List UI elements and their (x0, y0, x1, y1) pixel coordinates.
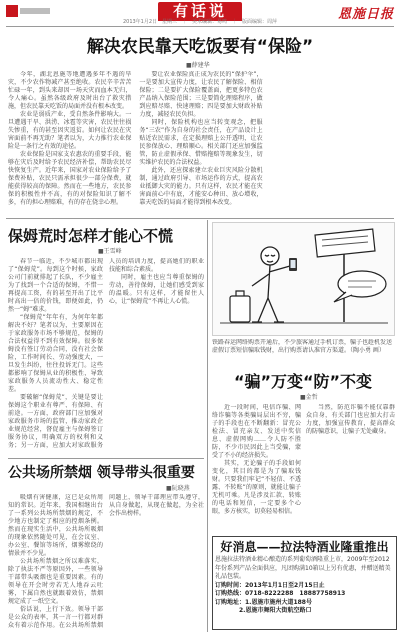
luggage-icon (230, 291, 250, 322)
article-paragraph: 此外，还应探索建立农业巨灾风险分散机制，通过政府引导、市场运作的方式，提高农业抵御大灾的能力。只有这样，农民才能在灾害面前心中有底，才能安心种田、放心增收，靠天吃饭的局面才能得到根本改变。 (139, 167, 263, 206)
fraud-article-byline: ■金哲 (300, 394, 318, 401)
nanny-article-body (8, 258, 204, 454)
article-paragraph: 同时，保险机构也应当转变观念，把服务“三农”作为自身的社会责任，在产品设计上贴近农民需求，在定损理赔上公开透明，让农民参保放心、理赔顺心。相关部门还应加强监管，防止虚假承保、惜赔拖赔等现象发生，切实维护农民的合法权益。 (139, 119, 263, 166)
article-paragraph: 俗话说，上行下效。领导干部是公众的表率，其一言一行都对群众有着示范作用。在公共场所禁烟问题上，领导干部理应带头遵守，从自身做起，从现在做起，为全社会作出榜样。 (8, 494, 204, 629)
section-rule (8, 458, 204, 459)
section-logo-block (6, 5, 18, 17)
smoking-article-byline: ■阮晓燕 (166, 485, 190, 492)
article-paragraph: 当然，防范诈骗不能仅靠群众自身，有关部门也应加大打击力度，加强宣传教育，提高群众的防骗意识，让骗子无处藏身。 (306, 404, 395, 435)
article-paragraph: 农业保险是国家支农惠农的重要手段，能够在灾后及时给予农民经济补偿，帮助农民尽快恢复生产。近年来，国家对农业保险给予了保费补贴，农民只需承担很少一部分保费，就能获得较高的保障。然而在一些地方，农民参保的积极性并不高，有的对保险知识了解不多，有的担心理赔难，有的存在侥幸心理。 (8, 151, 132, 206)
section-rule (6, 218, 394, 219)
section-title: 有话说 (158, 2, 242, 21)
ad-address-1: 订购地址：1.恩施市施州大道188号 (215, 598, 312, 606)
dateline: 2013年1月2日 星期三 ｜ 美术编辑：易鸣 ｜ 版面编辑：周萍 (122, 19, 278, 25)
article-paragraph: 吸烟有害健康，这已是众所周知的常识。近年来，我国相继出台了一系列公共场所禁烟的规定，不少地方也制定了相应的控烟条例。然而在现实生活中，公共场所吸烟的现象依然随处可见，在会议室、办公室、餐馆等场所，烟雾缭绕的情景并不少见。 (8, 494, 103, 557)
ad-description: 恩施拉法特酒业精心酿造的系列葡萄酒隆重上市，2009年至2012年份系列产品全面供应，凡团购满10箱以上另有优惠，并赠送精美礼品包装。 (215, 556, 391, 580)
article-paragraph: 要破解“保姆荒”，关键是要让保姆这个职业有尊严、有保障、有前途。一方面，政府部门应加强对家政服务市场的监管，推动家政企业规范经营，督促雇主与保姆签订服务协议，明确双方的权利和义务；另一方面，应加大对家政服务人员的培训力度，提高她们的职业技能和综合素质。 (8, 258, 204, 449)
main-article-byline: ■薛建华 (186, 62, 210, 69)
main-article-headline: 解决农民靠天吃饭要有“保险” (86, 37, 314, 57)
fraud-article-body (212, 404, 395, 530)
column-divider (207, 220, 208, 632)
smoking-article-body (8, 494, 204, 630)
nanny-article-byline: ■王雪峰 (98, 248, 122, 255)
ad-hotline: 订购热线：0718-8222288 18887758913 (215, 590, 346, 597)
newspaper-masthead: 恩施日报 (337, 7, 394, 22)
article-paragraph: 要让农业保险真正成为农民的“保护伞”，一是要加大宣传力度，让农民了解保险、相信保险；二是要扩大保险覆盖面，把更多特色农产品纳入保险范围；三是要简化理赔程序，做到应赔尽赔、快速理赔；四是要加大财政补贴力度，减轻农民负担。 (139, 71, 263, 118)
advertisement-box (212, 536, 397, 630)
article-paragraph: 同时，雇主也应当尊重保姆的劳动，善待保姆，让她们感受到家的温暖。只有这样，才能留住人心，让“保姆荒”不再让人心慌。 (109, 274, 204, 305)
fraud-article-headline: “骗”万变“防”不变 (233, 372, 373, 391)
ad-title: 好消息——拉法特酒业隆重推出 (220, 540, 389, 554)
phone-icon (289, 258, 297, 271)
ad-address-2: 2.恩施市舞阳大街航空路口 (239, 607, 312, 614)
article-paragraph: 公共场所禁烟之所以难落实，除了执法不严等原因外，一些领导干部带头吸烟也是重要因素。有的领导在开会时旁若无人地吞云吐雾，下属自然也就跟着效仿，禁烟规定成了一纸空文。 (8, 558, 103, 605)
article-paragraph: 今年，湖北恩施等地遭遇多年不遇的旱灾，不少农作物减产甚至绝收。农民辛辛苦苦忙碌一年，到头来却因一场天灾而血本无归，令人痛心。虽然各级政府及时出台了救灾措施，但农民靠天吃饭的局面并没有根本改变。 (8, 71, 132, 110)
article-paragraph: “保姆荒”年年有，为何年年都解决不好？笔者以为，主要原因在于家政服务市场不够规范，保姆的合法权益得不到有效保障。很多保姆没有签订劳动合同，没有社会保险，工作时间长、劳动强度大，一旦发生纠纷，往往投诉无门。这些都影响了保姆从业的积极性，导致家政服务人员流动性大、稳定性差。 (8, 314, 103, 393)
illustration-caption: 铁路春运网络购票开通后，不少旅客通过手机订票，骗子也趁机发送虚假订票短信骗取钱财，出行购票请认准官方渠道。（陶小勇 画） (212, 339, 393, 354)
ad-order-period: 订购时间：2013年1月1日至2月15日止 (215, 581, 325, 589)
article-paragraph: 春节一临近，不少城市都出现了“保姆荒”。每到这个时候，家政公司门前就排起了长队，不少雇主为了找到一个合适的保姆，不惜一再提高工资，有的甚至开出了比平时高出一倍的价钱，即便如此，仍然一“姆”难求。 (8, 258, 103, 313)
article-paragraph: 近一段时间，电信诈骗、网络诈骗等各类骗局层出不穷，骗子的手段也在不断翻新：冒充公检法、冒充亲友、发送中奖信息、虚假网购……令人防不胜防，不少市民因此上当受骗，蒙受了不小的经济损失。 (212, 404, 301, 459)
smoking-article-headline: 公共场所禁烟 领导带头很重要 (8, 465, 195, 481)
article-paragraph: 其实，无论骗子的手段如何变化，其目的都是为了骗取钱财。只要我们牢记“不轻信、不透露、不转账”的原则，就能让骗子无机可乘。凡是涉及汇款、转账的电话和短信，一定要多个心眼，多方核实，切莫轻易相信。 (212, 460, 301, 515)
header-rule (6, 26, 394, 27)
article-paragraph: 农业是弱质产业，受自然条件影响大。一旦遭遇干旱、洪涝、冰雹等灾害，农民往往损失惨重，有的甚至因灾返贫。如何让农民在灾害面前不再无助？笔者以为，大力推行农业保险是一条行之有效的途径。 (8, 111, 132, 150)
nanny-article-headline: 保姆荒时怎样才能心不慌 (8, 227, 174, 245)
section-logo-bar (20, 8, 50, 14)
cartoon-illustration (212, 222, 395, 336)
main-article-body (8, 71, 394, 215)
